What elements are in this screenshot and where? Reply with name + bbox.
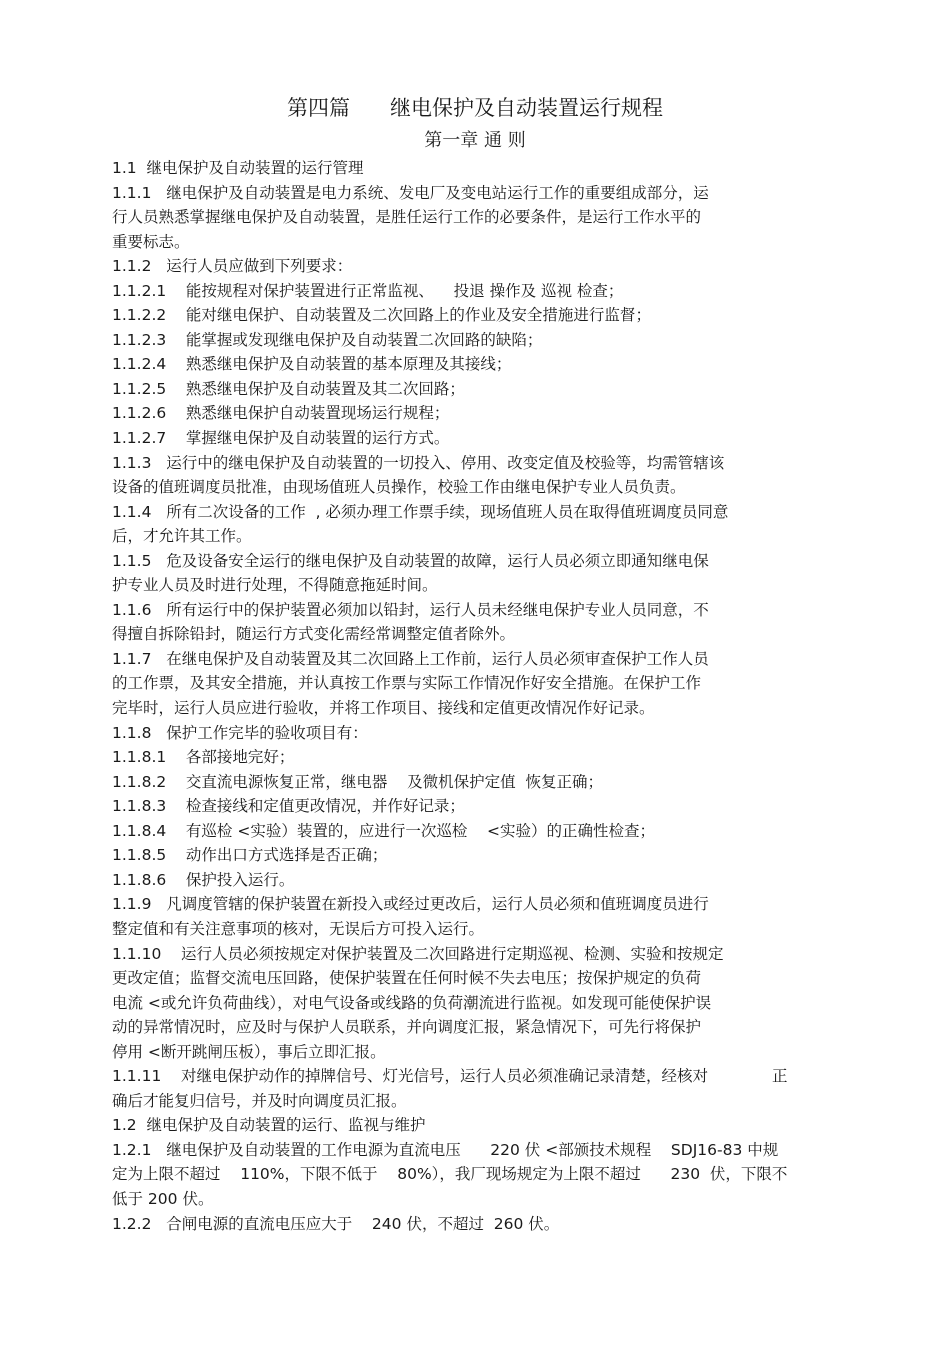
paragraph: 1.1.2.6 熟悉继电保护自动装置现场运行规程； [112, 404, 450, 423]
paragraph: 1.1.7 在继电保护及自动装置及其二次回路上工作前，运行人员必须审查保护工作人员 的工作票，及其安全措施，并认真按工作票与实际工作情况作好安全措施。在保护工作 完毕时，运行人员应进行验收，并将工作项目、接线和定值更改情况作好记录。 [112, 649, 709, 718]
paragraph: 1.1.8.5 动作出口方式选择是否正确； [112, 846, 388, 865]
document-title [0, 94, 950, 122]
paragraph: 1.1.9 凡调度管辖的保护装置在新投入或经过更改后，运行人员必须和值班调度员进行 整定值和有关注意事项的核对，无误后方可投入运行。 [112, 895, 709, 938]
paragraph: 1.1.1 继电保护及自动装置是电力系统、发电厂及变电站运行工作的重要组成部分，运 行人员熟悉掌握继电保护及自动装置，是胜任运行工作的必要条件，是运行工作水平的 重要标志。 [112, 183, 709, 251]
document-body [112, 156, 860, 1236]
paragraph: 1.1.5 危及设备安全运行的继电保护及自动装置的故障，运行人员必须立即通知继电保 护专业人员及时进行处理，不得随意拖延时间。 [112, 551, 709, 595]
paragraph: 1.1.8.4 有巡检 <实验）装置的，应进行一次巡检 <实验）的正确性检查； [112, 821, 656, 840]
paragraph: 1.1.2.2 能对继电保护、自动装置及二次回路上的作业及安全措施进行监督； [112, 306, 651, 325]
paragraph: 1.1.8.2 交直流电源恢复正常，继电器 及微机保护定值 恢复正确； [112, 772, 603, 791]
paragraph: 1.1.4 所有二次设备的工作 , 必须办理工作票手续，现场值班人员在取得值班调度员同意 后，才允许其工作。 [112, 502, 729, 546]
paragraph: 1.1.8.1 各部接地完好； [112, 748, 295, 767]
title-part: 第四篇 [287, 96, 350, 120]
paragraph: 1.2.2 合闸电源的直流电压应大于 240 伏，不超过 260 伏。 [112, 1214, 560, 1233]
paragraph: 1.1.2.4 熟悉继电保护及自动装置的基本原理及其接线； [112, 355, 512, 374]
paragraph: 1.1.8.3 检查接线和定值更改情况，并作好记录； [112, 797, 465, 816]
paragraph: 1.1.6 所有运行中的保护装置必须加以铅封，运行人员未经继电保护专业人员同意，不 得擅自拆除铅封，随运行方式变化需经常调整定值者除外。 [112, 600, 709, 644]
title-name: 继电保护及自动装置运行规程 [390, 96, 663, 120]
paragraph: 1.2.1 继电保护及自动装置的工作电源为直流电压 220 伏 <部颁技术规程 SDJ16-83 中规 定为上限不超过 110%，下限不低于 80%），我厂现场规定为上限不超过 230 伏，下限不 低于 200 伏。 [112, 1140, 788, 1208]
paragraph: 1.1.3 运行中的继电保护及自动装置的一切投入、停用、改变定值及校验等，均需管辖该 设备的值班调度员批准，由现场值班人员操作，校验工作由继电保护专业人员负责。 [112, 453, 725, 497]
paragraph: 1.1 继电保护及自动装置的运行管理 [112, 159, 364, 177]
paragraph: 1.1.2.5 熟悉继电保护及自动装置及其二次回路； [112, 379, 465, 398]
paragraph: 1.2 继电保护及自动装置的运行、监视与维护 [112, 1116, 426, 1135]
paragraph: 1.1.2 运行人员应做到下列要求： [112, 257, 353, 276]
paragraph: 1.1.2.1 能按规程对保护装置进行正常监视、 投退 操作及 巡视 检查； [112, 281, 624, 300]
paragraph: 1.1.8.6 保护投入运行。 [112, 870, 295, 889]
paragraph: 1.1.11 对继电保护动作的掉牌信号、灯光信号，运行人员必须准确记录清楚，经核对 正 确后才能复归信号，并及时向调度员汇报。 [112, 1067, 788, 1110]
paragraph: 1.1.10 运行人员必须按规定对保护装置及二次回路进行定期巡视、检测、实验和按规定 更改定值；监督交流电压回路，使保护装置在任何时候不失去电压；按保护规定的负荷 电流 <或允许负荷曲线），对电气设备或线路的负荷潮流进行监视。如发现可能使保护误 动的异常情况时，应及时与保护人员联系，并向调度汇报，紧急情况下，可先行将保护 停用 <断开跳闸压板），事后立即汇报。 [112, 944, 724, 1061]
paragraph: 1.1.8 保护工作完毕的验收项目有： [112, 723, 368, 742]
chapter-heading: 第一章 通 则 [424, 130, 526, 151]
paragraph: 1.1.2.7 掌握继电保护及自动装置的运行方式。 [112, 429, 450, 448]
paragraph: 1.1.2.3 能掌握或发现继电保护及自动装置二次回路的缺陷； [112, 330, 543, 349]
